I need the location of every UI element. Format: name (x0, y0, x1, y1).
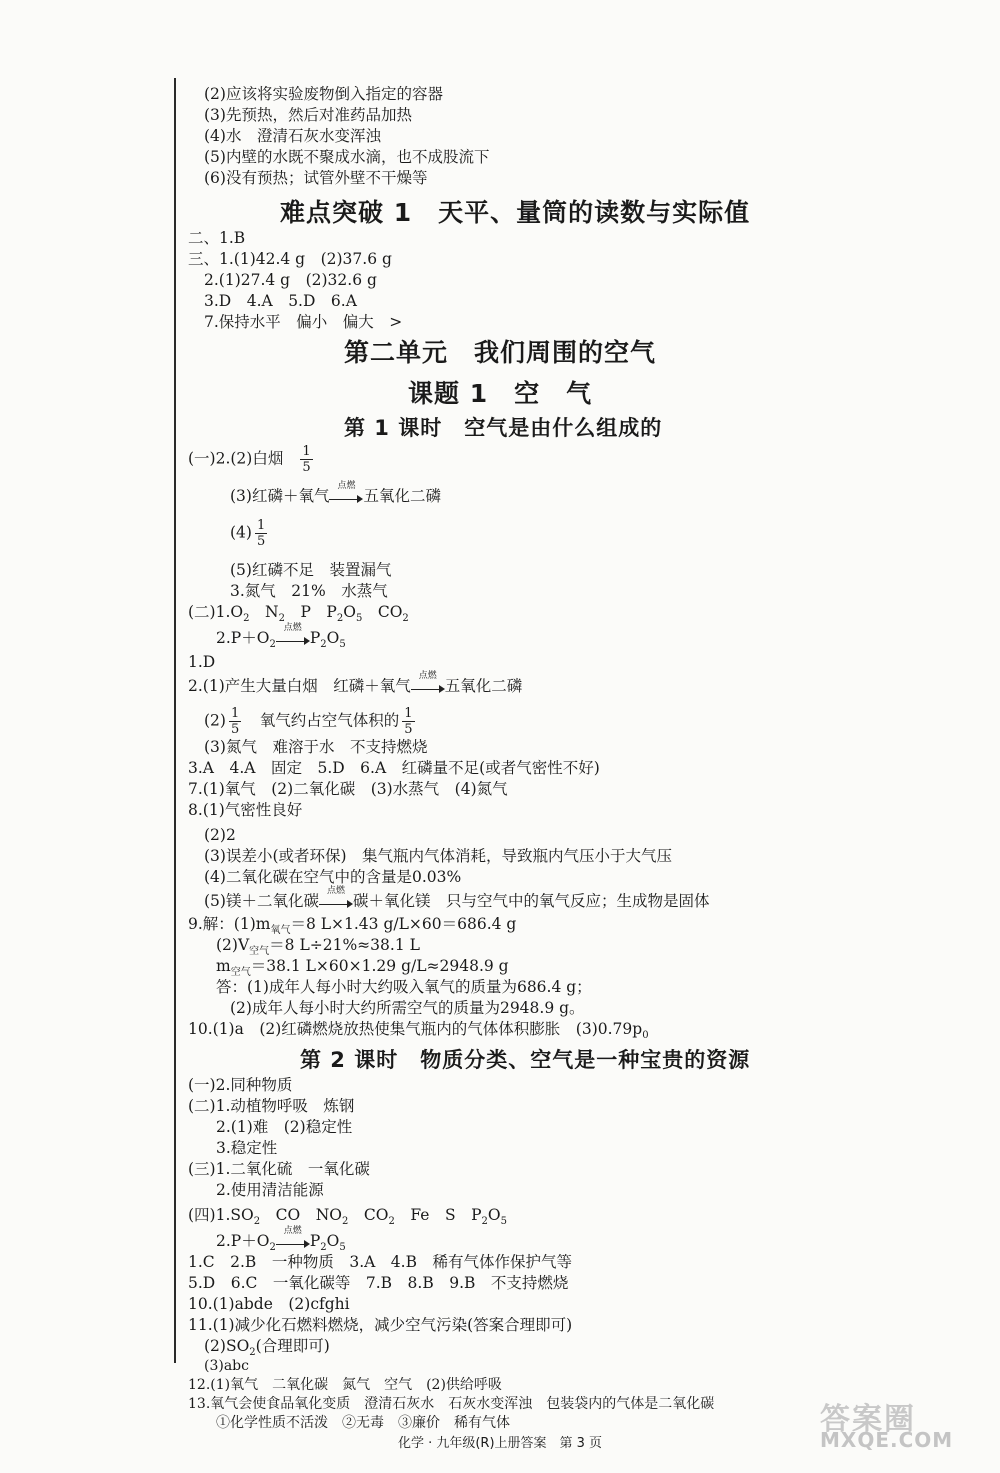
text-line: (5)内壁的水既不聚成水滴，也不成股流下 (204, 148, 490, 166)
text-line: 2.(1)27.4 g (2)32.6 g (204, 271, 377, 289)
formula-line: (四)$1.SO_2$ CO $NO_2$ $CO_2$ Fe S $P_2O_5$ (188, 1206, 507, 1228)
text-line: (3)abc (204, 1358, 249, 1374)
text-line: 7.(1)氧气 (2)二氧化碳 (3)水蒸气 (4)氮气 (188, 780, 508, 798)
text-line: 二、1.B (188, 229, 246, 247)
text-line: 7.保持水平 偏小 偏大 > (204, 313, 403, 331)
text-line: $(2)SO_2$(合理即可) (204, 1337, 330, 1359)
text-line: (2)成年人每小时大约所需空气的质量为2948.9 g。 (230, 999, 585, 1017)
fraction: $\frac{1}{5}$ (404, 706, 413, 737)
text-line: 11.(1)减少化石燃料燃烧，减少空气污染(答案合理即可) (188, 1316, 573, 1334)
text-line: 1.C 2.B 一种物质 3.A 4.B 稀有气体作保护气等 (188, 1253, 572, 1271)
text-line: 8.(1)气密性良好 (188, 801, 303, 819)
text-line: 5.D 6.C 一氧化碳等 7.B 8.B 9.B 不支持燃烧 (188, 1274, 569, 1292)
text-line: (4) $\frac{1}{5}$ (230, 518, 266, 549)
text-line: 9.解：$(1)m_{氧气}=8$ L×1.43 g/L×60＝686.4 g (188, 915, 517, 937)
text-line: (6)没有预热；试管外壁不干燥等 (204, 169, 428, 187)
text-line: (二)1.动植物呼吸 炼钢 (188, 1097, 355, 1115)
text-line: $(2)V_{空气}=8$ L÷21%≈38.1 L (216, 936, 420, 958)
text-line: (2) $\frac{1}{5}$ 氧气约占空气体积的 $\frac{1}{5}$ (204, 706, 413, 737)
text-line: (3)氮气 难溶于水 不支持燃烧 (204, 738, 428, 756)
equation-line: $2.P+O_2$ 点燃 $P_2O_5$ (216, 623, 346, 651)
reaction-arrow: 点燃 (319, 895, 353, 909)
text-line: (2)应该将实验废物倒入指定的容器 (204, 85, 443, 103)
watermark-text: 答案圈 (820, 1402, 916, 1437)
text-line: $m_{空气}=38.1$ L×60×1.29 g/L≈2948.9 g (216, 957, 509, 979)
text-line: (一)2.(2)白烟 $\frac{1}{5}$ (188, 444, 311, 475)
equation-line: $2.P+O_2$ 点燃 $P_2O_5$ (216, 1226, 346, 1254)
reaction-arrow: 点燃 (411, 680, 445, 694)
text-line: 12.(1)氧气 二氧化碳 氮气 空气 (2)供给呼吸 (188, 1377, 502, 1393)
text-line: (5)红磷不足 装置漏气 (230, 561, 392, 579)
text-line: (4)二氧化碳在空气中的含量是0.03% (204, 868, 462, 886)
text-line: 13.氧气会使食品氧化变质 澄清石灰水 石灰水变浑浊 包装袋内的气体是二氧化碳 (188, 1396, 715, 1412)
watermark-logo (760, 1398, 990, 1473)
text-line: 三、1.(1)42.4 g (2)37.6 g (188, 250, 392, 268)
text-line: 2.(1)难 (2)稳定性 (216, 1118, 353, 1136)
text-line: 10.(1)abde (2)cfghi (188, 1295, 350, 1313)
text-line: (3)先预热，然后对准药品加热 (204, 106, 412, 124)
text-line: (2)2 (204, 826, 236, 844)
equation-line: (5)镁＋二氧化碳 点燃 碳＋氧化镁 只与空气中的氧气反应；生成物是固体 (204, 886, 710, 910)
text-line: (一)2.同种物质 (188, 1076, 293, 1094)
reaction-arrow: 点燃 (276, 1235, 310, 1249)
heading-difficulty: 难点突破 1 天平、量筒的读数与实际值 (280, 198, 751, 227)
text-line: ①化学性质不活泼 ②无毒 ③廉价 稀有气体 (216, 1415, 510, 1431)
text-line: 答：(1)成年人每小时大约吸入氧气的质量为686.4 g； (216, 978, 592, 996)
equation-line: (3)红磷＋氧气 点燃 五氧化二磷 (230, 481, 441, 505)
equation-line: 2.(1)产生大量白烟 红磷＋氧气 点燃 五氧化二磷 (188, 671, 523, 695)
text-line: (三)1.二氧化硫 一氧化碳 (188, 1160, 370, 1178)
fraction: $\frac{1}{5}$ (256, 518, 266, 549)
text-line: (4)水 澄清石灰水变浑浊 (204, 127, 381, 145)
left-margin-rule (174, 78, 176, 1363)
heading-unit: 第二单元 我们周围的空气 (344, 338, 657, 367)
heading-period-1: 第 1 课时 空气是由什么组成的 (344, 416, 663, 440)
page-footer: 化学 · 九年级(R)上册答案 第 3 页 (397, 1436, 603, 1451)
text-line: (3)误差小(或者环保) 集气瓶内气体消耗，导致瓶内气压小于大气压 (204, 847, 673, 865)
heading-period-2: 第 2 课时 物质分类、空气是一种宝贵的资源 (300, 1048, 751, 1072)
reaction-arrow: 点燃 (276, 632, 310, 646)
text-line: 1.D (188, 653, 216, 671)
fraction: $\frac{1}{5}$ (230, 706, 240, 737)
text-line: 3.D 4.A 5.D 6.A (204, 292, 357, 310)
text-line: 3.A 4.A 固定 5.D 6.A 红磷量不足(或者气密性不好) (188, 759, 600, 777)
watermark-url: MXQE.COM (820, 1428, 954, 1452)
text-line: 3.稳定性 (216, 1139, 278, 1157)
formula-line: (二)$1.O_2$ $N_2$ P $P_2O_5$ $CO_2$ (188, 603, 409, 625)
reaction-arrow: 点燃 (329, 490, 363, 504)
heading-lesson: 课题 1 空 气 (408, 379, 593, 408)
text-line: 3.氮气 21% 水蒸气 (230, 582, 388, 600)
fraction: $\frac{1}{5}$ (302, 444, 311, 475)
text-line: 2.使用清洁能源 (216, 1181, 324, 1199)
text-line: 10.(1)a (2)红磷燃烧放热使集气瓶内的气体体积膨胀 $(3)0.79p_0$ (188, 1020, 649, 1042)
